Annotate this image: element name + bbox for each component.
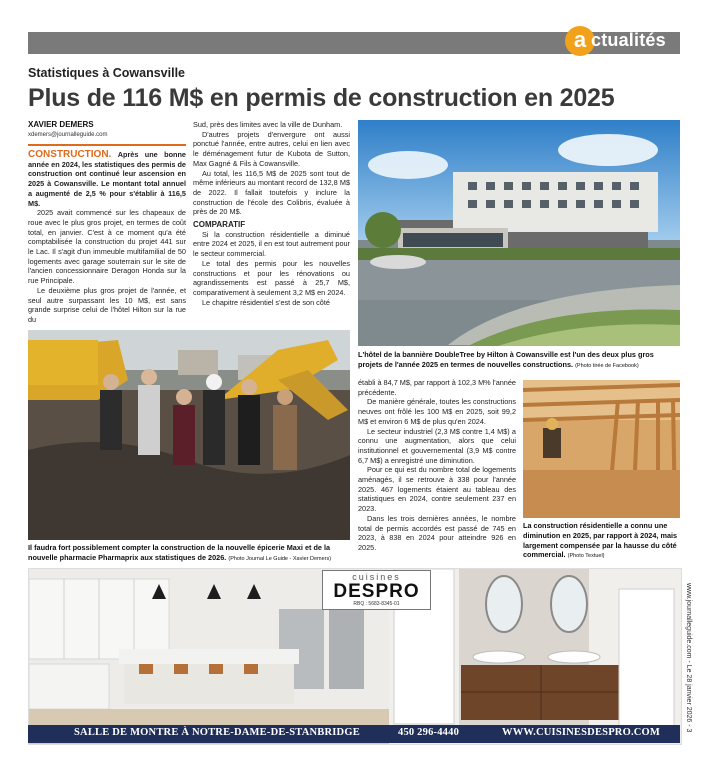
ad-phone[interactable]: 450 296-4440 [398,727,460,738]
folio-text: www.journalleguide.com - Le 28 janvier 2026 - 3 [685,583,692,733]
groundbreaking-caption [28,543,350,565]
caption-text: La construction résidentielle a connu une diminution en 2025, par rapport à 2024, mais largement compensée par la hausse du côté commercial. [523,521,678,560]
groundbreaking-photo [28,330,350,540]
article-kicker: Statistiques à Cowansville [28,66,185,80]
photo-credit: (Photo Journal Le Guide - Xavier Demers) [228,555,332,562]
byline-rule [28,144,186,146]
hotel-photo [358,120,680,346]
paragraph: D'autres projets d'envergure ont aussi ponctué l'année, entre autres, celui en lien avec le déménagement futur de Kubota de Sutton, Max Gagné & Fils à Cowansville. [193,129,350,168]
logo-rbq-number: RBQ : 5683-8345-01 [353,601,400,607]
caption-text: L'hôtel de la bannière DoubleTree by Hilton à Cowansville est l'un des deux plus gros projets de l'année 2025 en termes de nouvelles constructions. [358,350,654,369]
byline-email[interactable]: xdemers@journalleguide.com [28,132,108,138]
lead-paragraph [28,150,186,208]
framing-photo [523,380,680,518]
photo-credit: (Photo tirée de Facebook) [575,362,639,369]
paragraph: Le deuxième plus gros projet de l'année, et seul autre surpassant les 10 M$, est sans grande surprise celui de l'hôtel Hilton sur la rue du [28,285,186,324]
paragraph: Le secteur industriel (2,3 M$ contre 1,4 M$) a connu une augmentation, alors que celui institutionnel et gouvernemental (3,9 M$ contre 6,7 M$) a enregistré une diminution. [358,426,516,465]
article-column-2 [193,120,350,307]
article-headline: Plus de 116 M$ en permis de construction en 2025 [28,84,615,112]
badge-letter: a [565,26,595,56]
ad-footer-bar [28,725,680,743]
paragraph: Dans les trois dernières années, le nombre total de permis accordés est passé de 745 en 2023, à 838 en 2024 pour atteindre 926 en 2025. [358,513,516,552]
paragraph: 2025 avait commencé sur les chapeaux de roue avec le plus gros projet, en termes de coût total, en janvier. C'est à ce moment qu'a été comptabilisée la construction du projet 441 sur le Lac. Il s'agit d'un immeuble multifamilial de 50 logements avec garage souterrain sur le site de l'ancien concessionnaire Deragon Honda sur la rue Principale. [28,208,186,286]
logo-wordmark: DESPRO [333,581,420,602]
photo-credit: (Photo Textuel) [567,553,605,560]
paragraph: Sud, près des limites avec la ville de Dunham. [193,120,343,129]
hotel-caption [358,350,680,372]
caption-text: Il faudra fort possiblement compter la construction de la nouvelle épicerie Maxi et de la nouvelle pharmacie Pharmaprix aux statistiques de 2026. [28,543,331,562]
paragraph: Pour ce qui est du nombre total de logements aménagés, il se retrouve à 338 pour l'année 2025. 467 logements étaient au tableau des statistiques en 2024, contre seulement 237 en 2023. [358,465,516,514]
paragraph: établi à 84,7 M$, par rapport à 102,3 M% l'année précédente. [358,378,516,397]
ad-website[interactable]: WWW.CUISINESDESPRO.COM [502,727,661,738]
paragraph: Le chapitre résidentiel s'est de son côté [202,297,330,307]
ad-showroom: SALLE DE MONTRE À NOTRE-DAME-DE-STANBRIDGE [74,727,360,738]
paragraph: Si la construction résidentielle a diminué entre 2024 et 2025, il en est tout autrement pour le secteur commercial. [193,229,350,259]
article-column-3 [358,378,516,553]
article-column-1 [28,150,186,325]
badge-label: ctualités [591,30,666,50]
page-folio [685,583,697,748]
paragraph: Au total, les 116,5 M$ de 2025 sont tout de même inférieurs au montant record de 132,8 M$ de 2022. Il fallait toutefois y inclure la construction de l'école des Colibris, évaluée à près de 20 M$. [193,168,350,217]
paragraph: Le total des permis pour les nouvelles constructions et pour les rénovations ou agrandissements est passé à 25,7 M$, comparativement à seulement 3,2 M$ en 2024. [193,258,350,297]
lead-cap: CONSTRUCTION. [28,149,112,160]
despro-logo [322,570,431,610]
framing-caption [523,521,680,562]
subheading: COMPARATIF [193,220,246,230]
paragraph: De manière générale, toutes les constructions neuves ont frôlé les 100 M$ en 2025, soit 99,2 M$ et environ 6 M$ de plus qu'en 2024. [358,397,516,426]
logo-subtitle: cuisines [352,572,401,582]
lead-text: Après une bonne année en 2024, les statistiques des permis de construction ont continué leur ascension en 2025 à Cowansville. Le montant total annuel a augmenté de 2,5 % pour s'établir à 116,5 M$. [28,150,186,208]
byline-author: XAVIER DEMERS [28,120,94,129]
